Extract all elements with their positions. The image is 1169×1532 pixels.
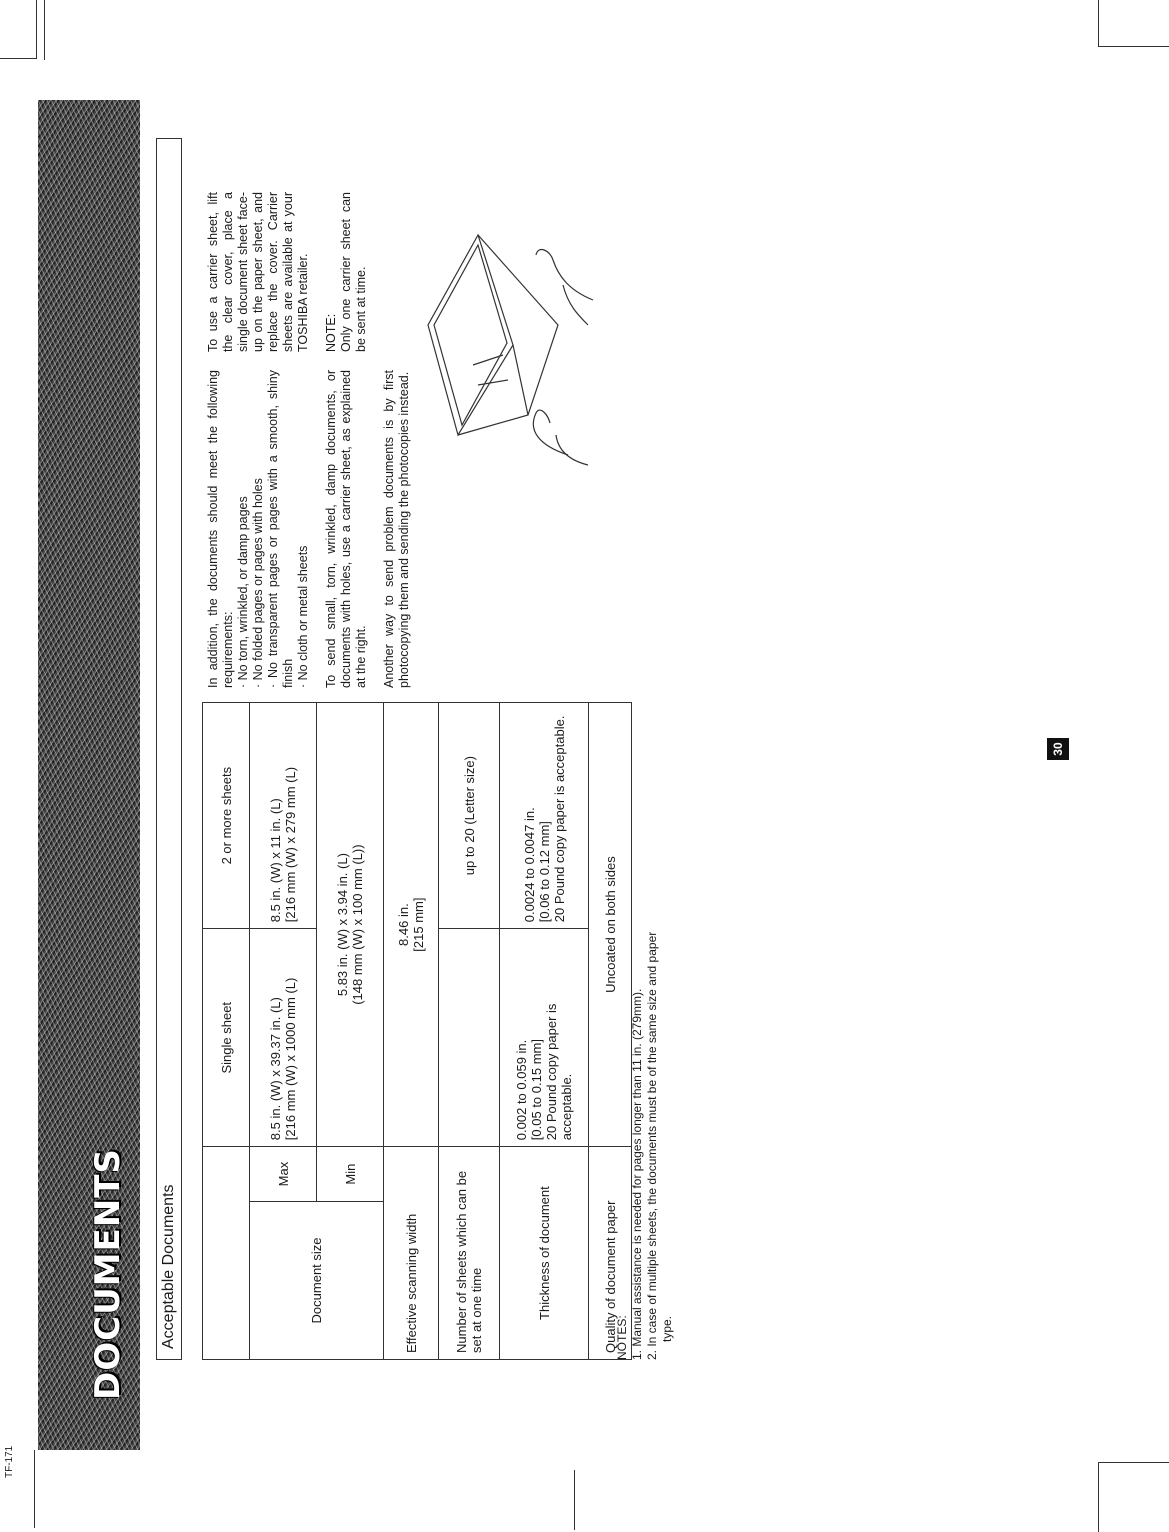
notes-heading: NOTES: [615,1315,629,1360]
carrier-instructions: To use a carrier sheet, lift the clear cover, place a single document sheet face-up on the paper sheet, and replace the cover. Carrier sheets are available at your TOSHIBA retailer. [206,192,310,352]
table-corner-cell [203,1147,250,1360]
photocopy-paragraph: Another way to send problem documents is by first photocopying them and sending the photocopies instead. [382,370,411,688]
table-row [439,703,500,1360]
banner-title: DOCUMENTS [88,1148,128,1400]
carrier-sheet-column [206,192,369,352]
row-label-sheets-at-once: Number of sheets which can be set at one time [439,1147,500,1360]
carrier-sheet-paragraph: To send small, torn, wrinkled, damp documents, or documents with holes, use a carrier sheet, as explained at the right. [324,370,368,688]
requirement-item: · No torn, wrinkled, or damp pages [236,496,250,688]
crop-mark-bottom-left [34,1450,35,1528]
crop-mark-top-right [1098,0,1169,47]
carrier-sheet-drawing [428,235,593,465]
cell-thickness-single: 0.002 to 0.059 in. [0.05 to 0.15 mm] 20 Pound copy paper is acceptable. [500,929,589,1147]
row-sublabel-max: Max [250,1147,317,1202]
cell-sheets-single [439,929,500,1147]
table-row [250,703,317,1360]
notes-block [615,700,675,1360]
note-item: type. [660,1315,674,1342]
requirement-item: · No transparent pages or pages with a smooth, shiny finish [266,370,295,688]
crop-mark-bottom-mid [574,1470,575,1530]
cell-scanning-width: 8.46 in. [215 mm] [384,703,439,1147]
cell-quality: Uncoated on both sides [589,703,632,1147]
row-label-quality: Quality of document paper [589,1147,632,1360]
note-item: 2. In case of multiple sheets, the documents must be of the same size and paper [645,931,659,1360]
section-title: Acceptable Documents [160,1184,177,1349]
row-label-scanning-width: Effective scanning width [384,1147,439,1360]
requirements-column [206,370,425,688]
acceptable-documents-table [202,702,632,1360]
header-single-sheet: Single sheet [203,929,250,1147]
requirements-intro: In addition, the documents should meet the following requirements: [206,370,235,688]
note-heading: NOTE: [324,313,338,352]
cell-max-multi: 8.5 in. (W) x 11 in. (L) [216 mm (W) x 279 mm (L) [250,703,317,929]
crop-mark-bottom-right [1098,1462,1169,1532]
cell-sheets-multi: up to 20 (Letter size) [439,703,500,929]
carrier-sheet-illustration [418,225,598,475]
requirement-item: · No cloth or metal sheets [296,545,310,688]
row-sublabel-min: Min [317,1147,384,1202]
requirement-item: · No folded pages or pages with holes [251,478,265,688]
page-code: TF-171 [4,1445,15,1478]
note-text: Only one carrier sheet can be sent at time. [339,192,368,352]
section-header [156,138,182,1360]
banner [38,100,140,1450]
crop-mark-top-left [0,0,37,59]
header-multiple-sheets: 2 or more sheets [203,703,250,929]
row-label-document-size: Document size [250,1201,384,1359]
crop-mark-top-left-inner [44,0,45,60]
cell-max-single: 8.5 in. (W) x 39.37 in. (L) [216 mm (W) x 1000 mm (L) [250,929,317,1147]
table-header-row [203,703,250,1360]
cell-min-value: 5.83 in. (W) x 3.94 in. (L) (148 mm (W) x 100 mm (L)) [317,703,384,1147]
table-row [500,703,589,1360]
row-label-thickness: Thickness of document [500,1147,589,1360]
note-item: 1. Manual assistance is needed for pages longer than 11 in. (279mm). [630,988,644,1360]
document-sheet [38,100,688,1450]
table-row [384,703,439,1360]
page-number: 30 [1047,738,1069,760]
cell-thickness-multi: 0.0024 to 0.0047 in. [0.06 to 0.12 mm] 20 Pound copy paper is acceptable. [500,703,589,929]
